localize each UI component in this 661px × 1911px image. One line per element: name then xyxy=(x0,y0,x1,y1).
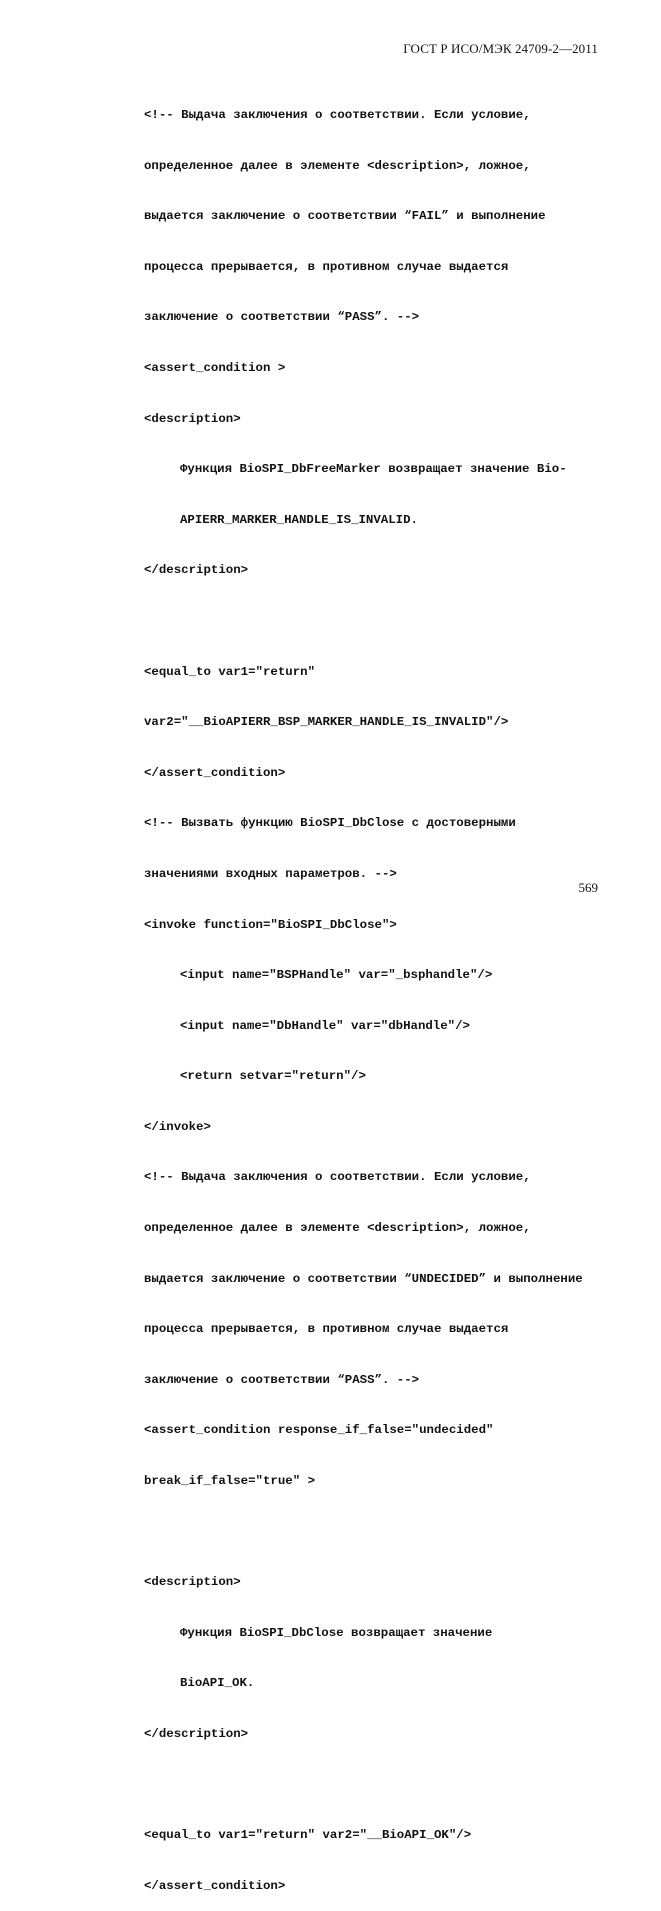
code-line: <invoke function="BioSPI_DbClose"> xyxy=(144,917,397,932)
code-line: Функция BioSPI_DbClose возвращает значение xyxy=(180,1625,493,1640)
code-line: <assert_condition response_if_false="undecided" xyxy=(144,1423,494,1438)
document-header: ГОСТ Р ИСО/МЭК 24709-2—2011 xyxy=(403,41,598,56)
code-line: </assert_condition> xyxy=(144,1878,286,1893)
code-line: </assert_condition> xyxy=(144,765,286,780)
code-line: </description> xyxy=(144,563,249,578)
page-number: 569 xyxy=(578,880,598,895)
code-line: var2="__BioAPIERR_BSP_MARKER_HANDLE_IS_INVALID"/> xyxy=(144,715,509,730)
code-line: процесса прерывается, в противном случае выдается xyxy=(144,1322,509,1337)
code-line: APIERR_MARKER_HANDLE_IS_INVALID. xyxy=(180,512,418,527)
code-line: </description> xyxy=(144,1727,249,1741)
code-line: BioAPI_OK. xyxy=(180,1676,255,1691)
code-line: Функция BioSPI_DbFreeMarker возвращает значение Bio- xyxy=(180,462,567,477)
code-line: <description> xyxy=(144,1575,241,1590)
code-line: <!-- Выдача заключения о соответствии. Если условие, xyxy=(144,1170,531,1185)
code-line: <!-- Вызвать функцию BioSPI_DbClose с достоверными xyxy=(144,816,516,831)
code-line: break_if_false="true" > xyxy=(144,1474,316,1489)
code-line-blank xyxy=(144,1521,614,1544)
code-line-blank xyxy=(144,610,614,633)
code-line-blank xyxy=(144,1774,614,1797)
code-line: </invoke> xyxy=(144,1119,211,1134)
code-line: определенное далее в элементе <description>, ложное, xyxy=(144,158,531,173)
code-line: определенное далее в элементе <description>, ложное, xyxy=(144,1221,531,1236)
code-line: <input name="BSPHandle" var="_bsphandle"/> xyxy=(180,968,493,983)
code-line: <equal_to var1="return" var2="__BioAPI_OK"/> xyxy=(144,1828,472,1843)
code-line: <equal_to var1="return" xyxy=(144,664,316,679)
code-line: <return setvar="return"/> xyxy=(180,1069,366,1084)
code-line: значениями входных параметров. --> xyxy=(144,866,397,881)
code-line: выдается заключение о соответствии “FAIL” и выполнение xyxy=(144,209,546,224)
code-line: <assert_condition > xyxy=(144,360,286,375)
code-line: процесса прерывается, в противном случае выдается xyxy=(144,259,509,274)
code-line: <!-- Выдача заключения о соответствии. Если условие, xyxy=(144,108,531,122)
code-line: заключение о соответствии “PASS”. --> xyxy=(144,310,420,325)
code-line: выдается заключение о соответствии “UNDECIDED” и выполнение xyxy=(144,1271,583,1286)
code-line: заключение о соответствии “PASS”. --> xyxy=(144,1372,420,1387)
code-line: <description> xyxy=(144,411,241,426)
xml-code-block xyxy=(144,76,614,1911)
code-line: <input name="DbHandle" var="dbHandle"/> xyxy=(180,1018,470,1033)
